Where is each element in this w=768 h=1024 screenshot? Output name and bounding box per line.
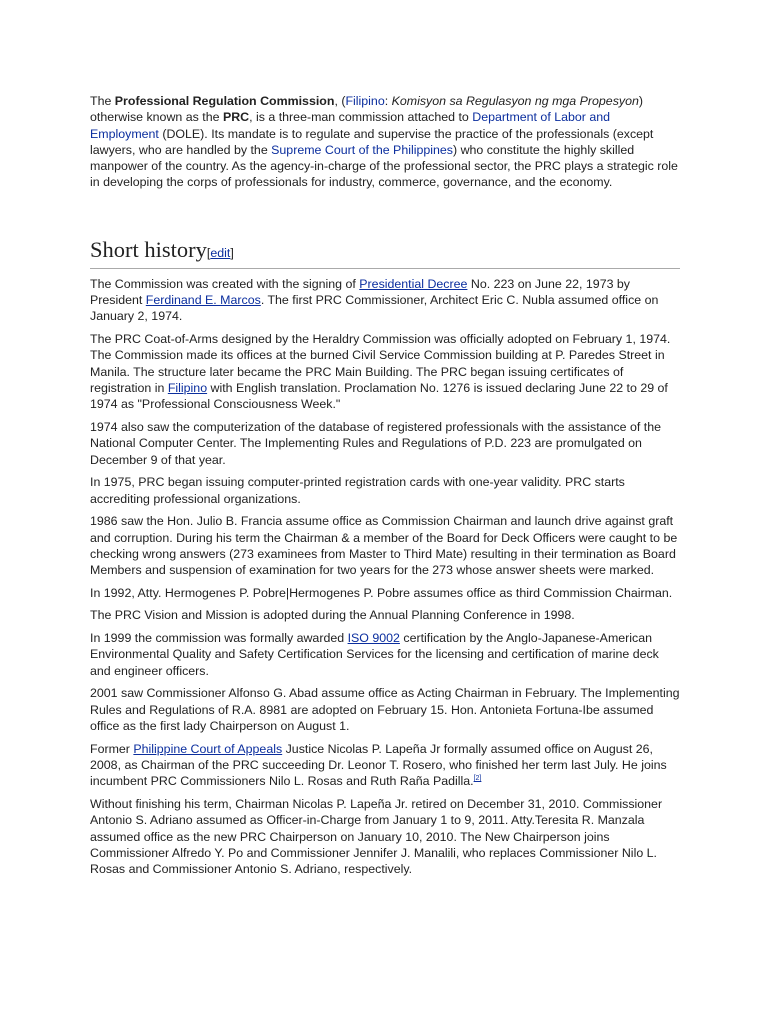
history-paragraph-11: Without finishing his term, Chairman Nicolas P. Lapeña Jr. retired on December 31, 2010. Commissioner Antonio S. Adriano assumed as Officer-in-Charge from January 1 to 9, 2011. Atty.Teresita R. Manzala assumed office as the new PRC Chairperson on January 10, 2010. The New Chairperson joins Commissioner Alfredo Y. Po and Commissioner Jennifer J. Manalili, who replaces Commissioner Nilo L. Rosas and Commissioner Antonio S. Adriano, respectively. [90, 797, 663, 877]
history-text: The PRC Coat-of-Arms designed by the Heraldry Commission was officially adopted on February 1, 1974. The Commission made its offices at the burned Civil Service Commission building at P. Paredes Street in Manila. The structure later became the PRC Main Building. The PRC began issuing certificates of registration in [90, 332, 671, 395]
history-paragraph-4: In 1975, PRC began issuing computer-printed registration cards with one-year validity. PRC starts accrediting professional organizations. [90, 475, 625, 506]
edit-bracket-open: [ [206, 245, 211, 260]
history-text: Justice Nicolas P. Lapeña Jr formally assumed office on August 26, 2008, as Chairman of the PRC succeeding Dr. Leonor T. Rosero, who finished her term last July. He joins incumbent PRC Commissioners Nilo L. Rosas and Ruth Raña Padilla. [90, 741, 667, 789]
iso-9002-link[interactable]: ISO 9002 [347, 631, 400, 646]
history-paragraph-6: In 1992, Atty. Hermogenes P. Pobre|Hermogenes P. Pobre assumes office as third Commission Chairman. [90, 585, 673, 600]
ferdinand-marcos-link[interactable]: Ferdinand E. Marcos [145, 293, 261, 308]
court-of-appeals-link[interactable]: Philippine Court of Appeals [133, 741, 283, 756]
filipino-language-link[interactable]: Filipino [345, 94, 385, 108]
dole-link[interactable]: Department of Labor and Employment [90, 110, 611, 141]
intro-text: The [90, 94, 115, 108]
presidential-decree-link[interactable]: Presidential Decree [359, 276, 468, 291]
history-paragraph-1 [90, 276, 680, 325]
supreme-court-link[interactable]: Supreme Court of the Philippines [271, 142, 453, 157]
edit-bracket-close: ] [230, 245, 234, 260]
intro-text: ) otherwise known as the [90, 94, 644, 125]
filipino-link[interactable]: Filipino [167, 380, 208, 395]
history-paragraph-8 [90, 630, 680, 679]
history-paragraph-3: 1974 also saw the computerization of the database of registered professionals with the assistance of the National Computer Center. The Implementing Rules and Regulations of P.D. 223 are promulgated on December 9 of that year. [90, 419, 661, 467]
intro-text: , ( [334, 94, 346, 108]
history-text: with English translation. Proclamation No. 1276 is issued declaring June 22 to 29 of 1974 as "Professional Consciousness Week." [90, 380, 668, 412]
history-paragraph-9: 2001 saw Commissioner Alfonso G. Abad assume office as Acting Chairman in February. The Implementing Rules and Regulations of R.A. 8981 are adopted on February 15. Hon. Antonieta Fortuna-Ibe assumed office as the first lady Chairperson on August 1. [90, 686, 680, 734]
intro-text: (DOLE). Its mandate is to regulate and supervise the practice of the professionals (except lawyers, who are handled by the [90, 126, 654, 157]
intro-text: : [384, 94, 392, 108]
reference-2-link[interactable]: [2] [473, 775, 482, 783]
article-body [90, 93, 680, 884]
history-text: . The first PRC Commissioner, Architect Eric C. Nubla assumed office on January 2, 1974. [90, 293, 659, 324]
section-title: Short history [90, 236, 207, 262]
history-paragraph-2 [90, 331, 680, 412]
history-text: certification by the Anglo-Japanese-American Environmental Quality and Safety Certification Services for the licensing and certification of marine deck and engineer officers. [90, 631, 659, 678]
history-paragraph-10 [90, 741, 680, 790]
history-text: In 1999 the commission was formally awarded [90, 631, 348, 646]
history-paragraph-5: 1986 saw the Hon. Julio B. Francia assume office as Commission Chairman and launch drive against graft and corruption. During his term the Chairman & a member of the Board for Deck Officers were caught to be checking wrong answers (273 examinees from Master to Third Mate) resulting in their termination as Board Members and suspension of examination for two years for the 273 whose answer sheets were marked. [90, 514, 678, 578]
intro-paragraph [90, 93, 680, 191]
section-heading [90, 237, 680, 269]
edit-link[interactable]: edit [210, 245, 231, 260]
history-paragraph-7: The PRC Vision and Mission is adopted during the Annual Planning Conference in 1998. [90, 608, 575, 623]
intro-text: ) who constitute the highly skilled manpower of the country. As the agency-in-charge of the professional sector, the PRC plays a strategic role in developing the corps of professionals for industry, commerce, governance, and the economy. [90, 142, 678, 190]
filipino-name: Komisyon sa Regulasyon ng mga Propesyon [391, 94, 639, 108]
edit-section [207, 246, 234, 260]
history-text: The Commission was created with the signing of [90, 276, 360, 291]
intro-text: , is a three-man commission attached to [249, 110, 473, 125]
prc-full-name: Professional Regulation Commission [114, 94, 335, 108]
prc-abbreviation: PRC [222, 110, 250, 125]
history-text: Former [90, 741, 134, 756]
history-text: No. 223 on June 22, 1973 by President [90, 276, 631, 308]
